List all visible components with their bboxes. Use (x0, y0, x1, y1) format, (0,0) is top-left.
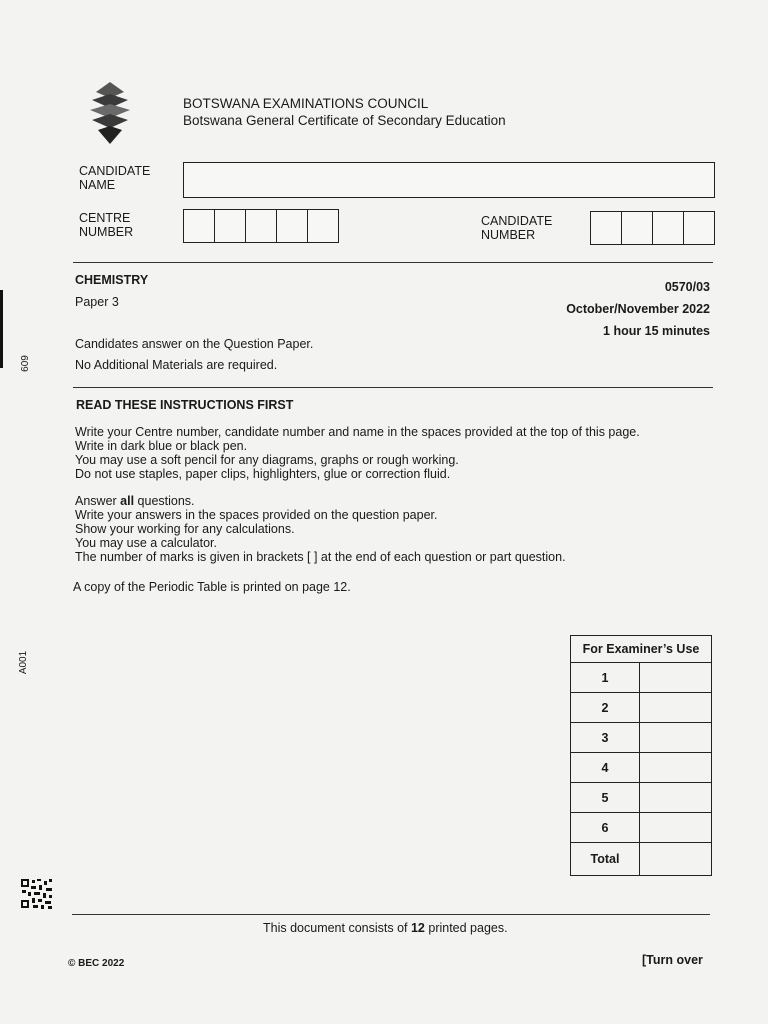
answer-prefix: Answer (75, 494, 121, 508)
mark-cell[interactable] (640, 663, 712, 693)
candidate-number-field[interactable] (591, 211, 715, 245)
subject-title: CHEMISTRY (75, 273, 149, 287)
centre-digit-box[interactable] (276, 209, 308, 243)
footer-divider (72, 914, 710, 915)
instruction-line: You may use a calculator. (75, 536, 217, 550)
centre-number-label-line2: NUMBER (79, 225, 134, 239)
candidate-name-label-line2: NAME (79, 178, 116, 192)
mark-cell[interactable] (640, 783, 712, 813)
candidate-name-label (79, 164, 150, 192)
page-count-suffix: printed pages. (424, 921, 508, 935)
total-mark-cell[interactable] (640, 843, 712, 876)
question-number: 4 (571, 753, 640, 783)
bec-logo-icon (84, 80, 136, 146)
centre-number-label (79, 211, 133, 239)
mark-cell[interactable] (640, 753, 712, 783)
side-code-mid: A001 (18, 650, 30, 675)
instruction-line: Show your working for any calculations. (75, 522, 295, 536)
materials-note-2: No Additional Materials are required. (75, 358, 278, 372)
copyright: © BEC 2022 (68, 958, 125, 969)
instruction-line: The number of marks is given in brackets [ ] at the end of each question or part question. (75, 550, 566, 564)
instruction-line: You may use a soft pencil for any diagrams, graphs or rough working. (75, 453, 459, 467)
answer-emphasis: all (120, 494, 135, 508)
certificate-title: Botswana General Certificate of Secondary Education (183, 113, 506, 128)
qr-code-icon (20, 878, 54, 910)
centre-digit-box[interactable] (245, 209, 277, 243)
answer-suffix: questions. (134, 494, 195, 508)
centre-digit-box[interactable] (214, 209, 246, 243)
turn-over: [Turn over (642, 953, 703, 967)
instruction-line: Write your Centre number, candidate number and name in the spaces provided at the top of this page. (75, 425, 640, 439)
instruction-line: Do not use staples, paper clips, highlighters, glue or correction fluid. (75, 467, 451, 481)
periodic-table-note: A copy of the Periodic Table is printed on page 12. (73, 580, 351, 594)
question-number: 2 (571, 693, 640, 723)
page-count-prefix: This document consists of (263, 921, 411, 935)
candidate-number-label-line1: CANDIDATE (481, 214, 553, 228)
question-number: 5 (571, 783, 640, 813)
instructions-block-2 (75, 494, 566, 564)
instruction-line: Write in dark blue or black pen. (75, 439, 248, 453)
candidate-digit-box[interactable] (590, 211, 622, 245)
paper-code: 0570/03 (664, 280, 710, 294)
centre-number-field[interactable] (184, 209, 339, 243)
mark-cell[interactable] (640, 813, 712, 843)
examiner-use-table (570, 635, 712, 876)
instructions-block-1 (75, 425, 640, 481)
candidate-number-label-line2: NUMBER (481, 228, 536, 242)
question-number: 1 (571, 663, 640, 693)
paper-number: Paper 3 (75, 295, 119, 309)
candidate-name-label-line1: CANDIDATE (79, 164, 151, 178)
candidate-digit-box[interactable] (652, 211, 684, 245)
side-code-top: 609 (19, 355, 31, 372)
answer-all-line (75, 494, 566, 508)
candidate-number-label (481, 214, 552, 242)
divider (73, 387, 713, 388)
instruction-line: Write your answers in the spaces provided on the question paper. (75, 508, 438, 522)
divider (73, 262, 713, 263)
org-name: BOTSWANA EXAMINATIONS COUNCIL (183, 96, 429, 111)
centre-digit-box[interactable] (183, 209, 215, 243)
exam-session: October/November 2022 (566, 302, 710, 316)
candidate-name-field[interactable] (183, 162, 715, 198)
total-label: Total (571, 843, 640, 876)
examiner-heading: For Examiner’s Use (571, 636, 712, 663)
exam-duration: 1 hour 15 minutes (603, 324, 710, 338)
page-count-note (263, 921, 508, 935)
page-count: 12 (410, 921, 425, 935)
centre-digit-box[interactable] (307, 209, 339, 243)
candidate-digit-box[interactable] (683, 211, 715, 245)
instructions-heading: READ THESE INSTRUCTIONS FIRST (76, 398, 294, 412)
candidate-digit-box[interactable] (621, 211, 653, 245)
side-bar (0, 290, 3, 368)
centre-number-label-line1: CENTRE (79, 211, 131, 225)
mark-cell[interactable] (640, 693, 712, 723)
mark-cell[interactable] (640, 723, 712, 753)
materials-note-1: Candidates answer on the Question Paper. (75, 337, 314, 351)
question-number: 3 (571, 723, 640, 753)
question-number: 6 (571, 813, 640, 843)
